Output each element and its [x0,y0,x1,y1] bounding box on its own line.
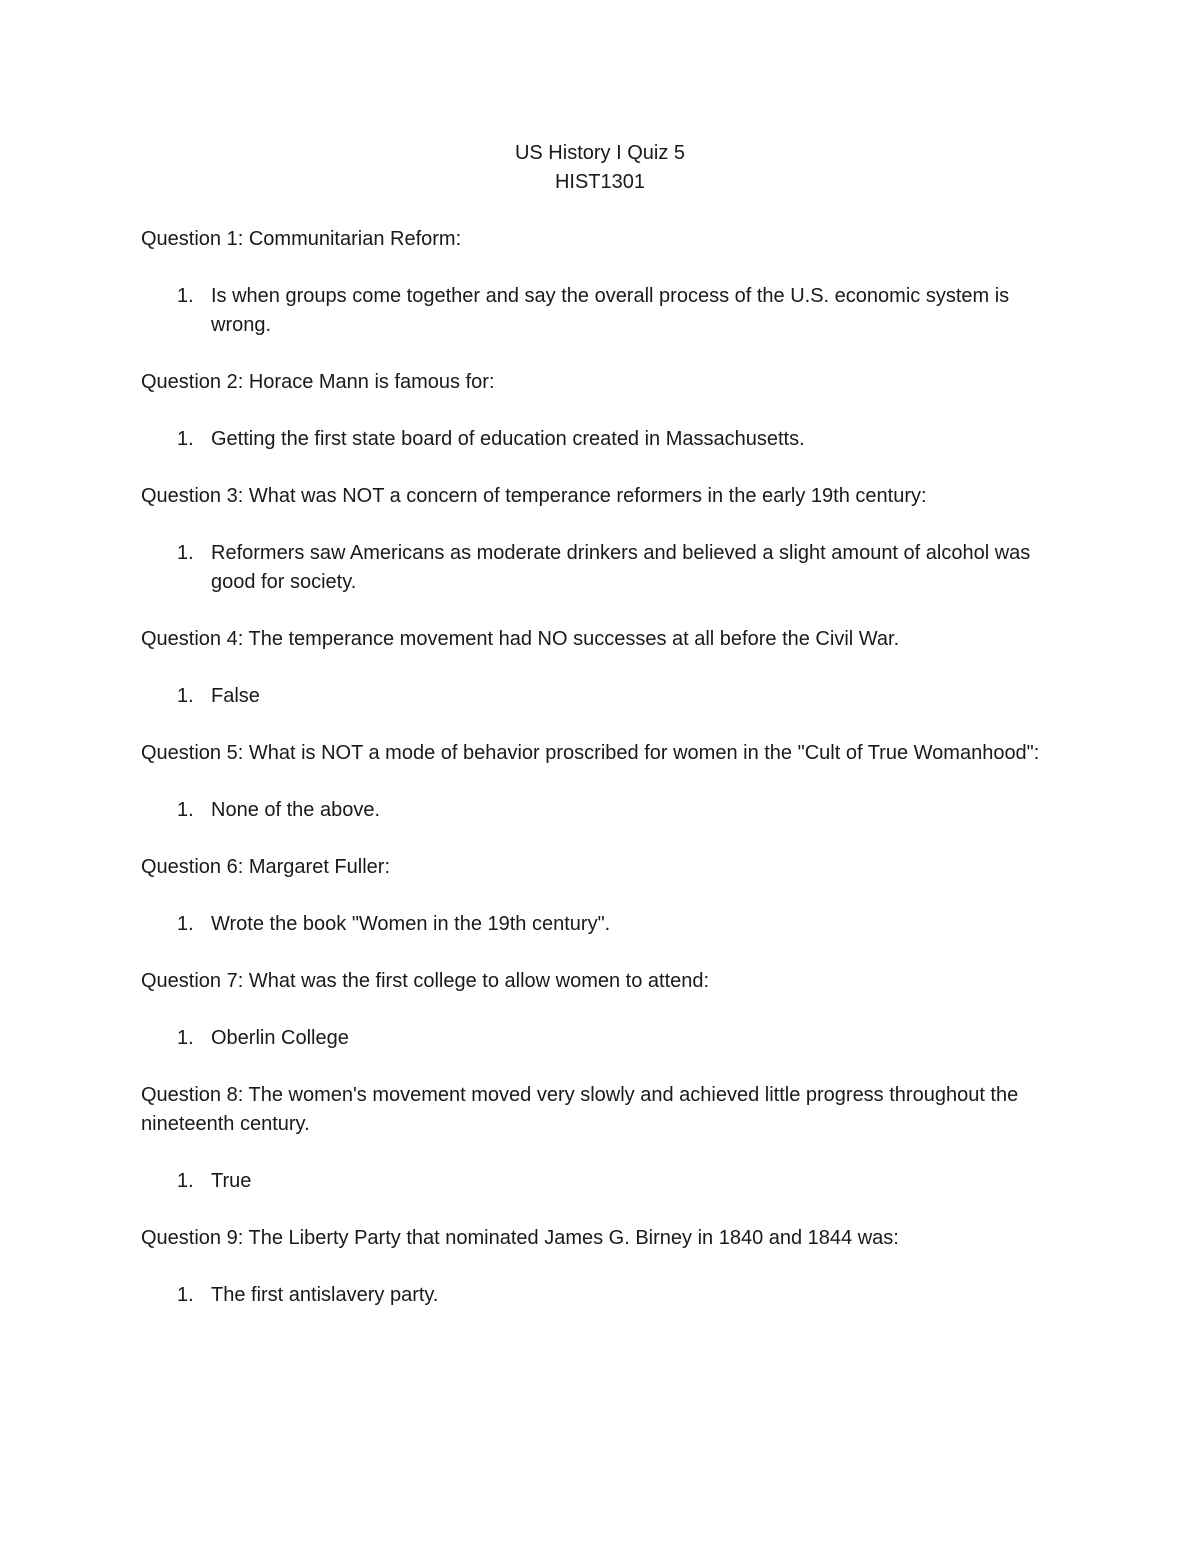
answer-list [141,282,1061,340]
question-block [141,739,1061,825]
answer-list [141,1167,1061,1196]
answer-text: Reformers saw Americans as moderate drinkers and believed a slight amount of alcohol was good for society. [211,542,1031,593]
question-text: Question 7: What was the first college to allow women to attend: [141,970,710,992]
answer-list [141,796,1061,825]
answer-number: 1. [177,913,194,935]
question-text: Question 9: The Liberty Party that nominated James G. Birney in 1840 and 1844 was: [141,1227,899,1249]
answer-text: None of the above. [211,799,381,821]
question-block [141,1081,1061,1196]
question-block [141,1224,1061,1310]
answer-list [141,425,1061,454]
answer-number: 1. [177,1284,194,1306]
question-text: Question 3: What was NOT a concern of temperance reformers in the early 19th century: [141,485,927,507]
answer-item [141,539,1061,597]
answer-item [141,1167,1061,1196]
answer-text: Oberlin College [211,1027,349,1049]
question-block [141,967,1061,1053]
answer-item [141,1281,1061,1310]
question-block [141,625,1061,711]
answer-text: Getting the first state board of education created in Massachusetts. [211,428,805,450]
course-code: HIST1301 [554,171,646,193]
question-text: Question 6: Margaret Fuller: [141,856,390,878]
answer-number: 1. [177,542,194,564]
answer-item [141,910,1061,939]
question-text: Question 8: The women's movement moved very slowly and achieved little progress throughout the nineteenth century. [141,1084,1019,1135]
answer-text: Is when groups come together and say the overall process of the U.S. economic system is wrong. [211,285,1010,336]
answer-number: 1. [177,285,194,307]
answer-list [141,1024,1061,1053]
answer-number: 1. [177,685,194,707]
answer-number: 1. [177,428,194,450]
question-list [141,225,1061,1338]
answer-item [141,425,1061,454]
question-block [141,482,1061,597]
question-block [141,368,1061,454]
question-text: Question 5: What is NOT a mode of behavior proscribed for women in the "Cult of True Womanhood": [141,742,1040,764]
question-text: Question 4: The temperance movement had NO successes at all before the Civil War. [141,628,900,650]
answer-text: True [211,1170,252,1192]
answer-text: False [211,685,260,707]
answer-number: 1. [177,799,194,821]
answer-list [141,682,1061,711]
answer-list [141,910,1061,939]
answer-item [141,1024,1061,1053]
answer-item [141,282,1061,340]
document-title: US History I Quiz 5 [514,142,686,164]
answer-list [141,1281,1061,1310]
question-text: Question 1: Communitarian Reform: [141,228,462,250]
document-header [0,139,1200,197]
answer-number: 1. [177,1027,194,1049]
question-text: Question 2: Horace Mann is famous for: [141,371,495,393]
answer-item [141,796,1061,825]
question-block [141,853,1061,939]
answer-list [141,539,1061,597]
answer-number: 1. [177,1170,194,1192]
question-block [141,225,1061,340]
answer-text: The first antislavery party. [211,1284,439,1306]
answer-item [141,682,1061,711]
answer-text: Wrote the book "Women in the 19th century". [211,913,611,935]
